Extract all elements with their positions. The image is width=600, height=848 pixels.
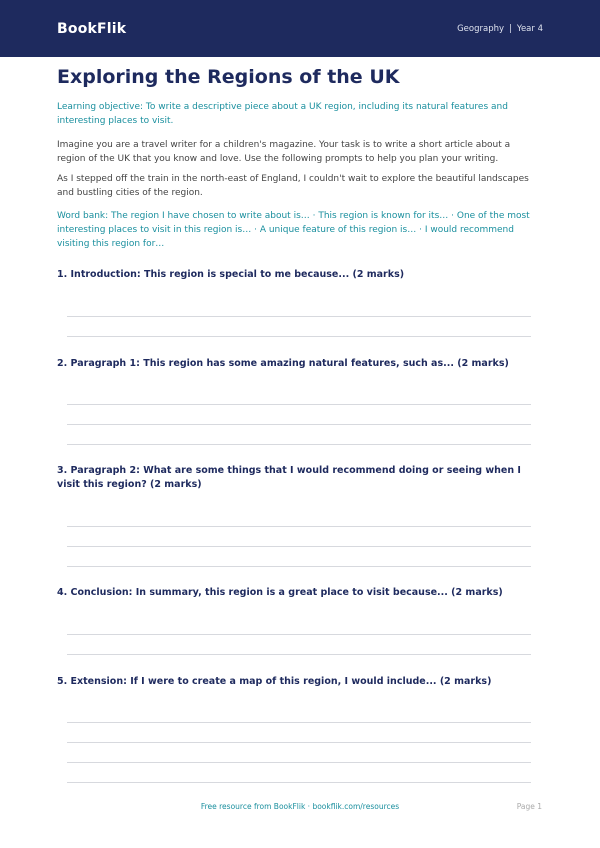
footer-link[interactable]: Free resource from BookFlik · bookflik.com/resources [200, 802, 400, 811]
answer-line[interactable] [67, 546, 531, 547]
brand-logo[interactable]: BookFlik [57, 20, 127, 37]
answer-line[interactable] [67, 424, 531, 425]
page-title: Exploring the Regions of the UK [57, 66, 400, 88]
answer-line[interactable] [67, 444, 531, 445]
question-5: 5. Extension: If I were to create a map of this region, I would include... (2 marks) [57, 676, 492, 687]
question-1: 1. Introduction: This region is special to me because... (2 marks) [57, 269, 405, 280]
word-bank: Word bank: The region I have chosen to write about is… · This region is known for its… · One of the most interesting places to visit in this region is… · A unique feature of this region is… · I would recommend visiting this region for… [57, 211, 530, 249]
breadcrumb-separator: | [509, 23, 512, 34]
question-4: 4. Conclusion: In summary, this region is a great place to visit because... (2 marks) [57, 587, 503, 598]
answer-line[interactable] [67, 566, 531, 567]
subject-label: Geography [457, 23, 505, 34]
intro-text: Imagine you are a travel writer for a children's magazine. Your task is to write a short article about a region of the UK that you know and love. Use the following prompts to help you plan your writing. [57, 140, 511, 164]
question-2: 2. Paragraph 1: This region has some amazing natural features, such as... (2 marks) [57, 358, 509, 369]
page-number: Page 1 [516, 802, 542, 811]
answer-line[interactable] [67, 654, 531, 655]
breadcrumb [457, 24, 543, 34]
context-text: As I stepped off the train in the north-east of England, I couldn't wait to explore the beautiful landscapes and bustling cities of the region. [57, 174, 529, 198]
answer-line[interactable] [67, 722, 531, 723]
learning-objective: Learning objective: To write a descriptive piece about a UK region, including its natural features and interesting places to visit. [57, 102, 508, 126]
year-label: Year 4 [516, 23, 543, 34]
answer-line[interactable] [67, 404, 531, 405]
answer-line[interactable] [67, 762, 531, 763]
answer-line[interactable] [67, 782, 531, 783]
answer-line[interactable] [67, 526, 531, 527]
answer-line[interactable] [67, 316, 531, 317]
page-header [0, 0, 600, 57]
answer-line[interactable] [67, 634, 531, 635]
question-3: 3. Paragraph 2: What are some things that I would recommend doing or seeing when I visit this region? (2 marks) [57, 465, 521, 490]
answer-line[interactable] [67, 742, 531, 743]
answer-line[interactable] [67, 336, 531, 337]
